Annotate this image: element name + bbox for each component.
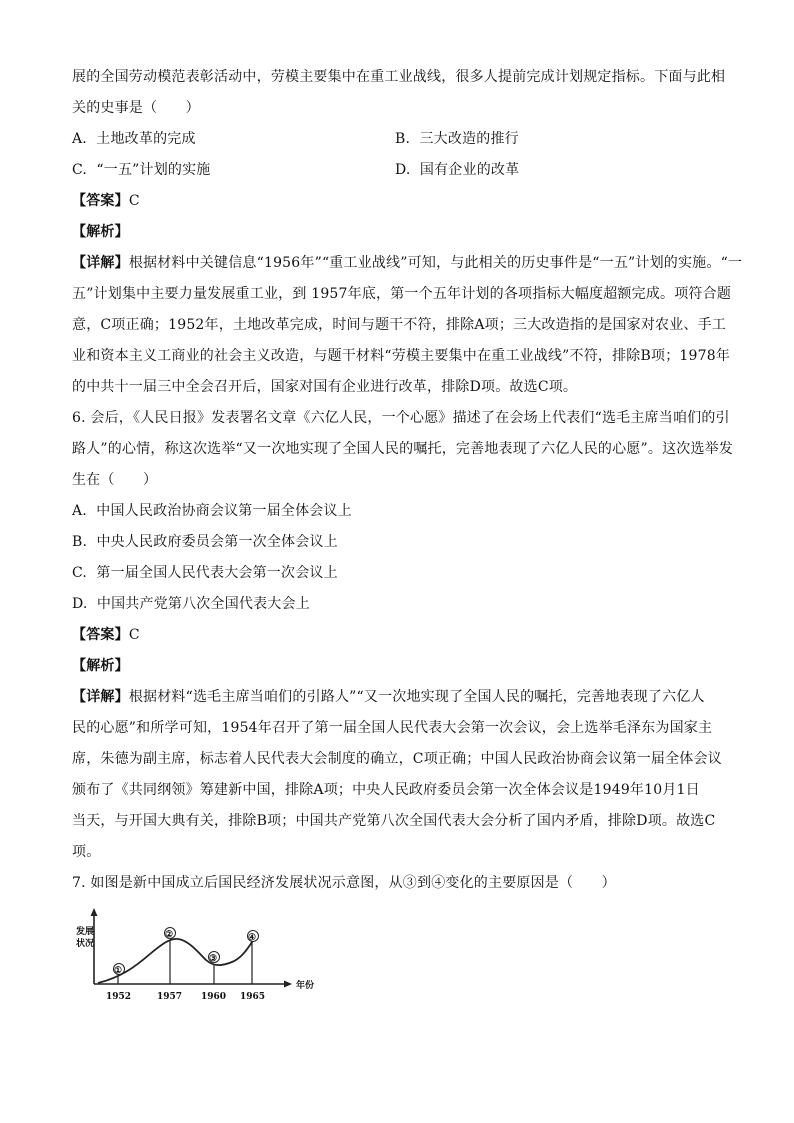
- x-tick-1952: 1952: [106, 992, 132, 1002]
- q5-option-c: C. “一五”计划的实施: [72, 162, 211, 178]
- q6-option-b: B. 中央人民政府委员会第一次全体会议上: [72, 534, 338, 550]
- x-tick-1965: 1965: [240, 992, 266, 1002]
- q5-detail-line-4: 业和资本主义工商业的社会主义改造，与题干材料“劳模主要集中在重工业战线”不符，排除B项；1978年: [72, 348, 731, 364]
- q5-analysis-tag: 【解析】: [72, 224, 129, 240]
- answer-value: C: [128, 627, 140, 643]
- q5-option-d: D. 国有企业的改革: [395, 162, 520, 178]
- q6-stem-line-2: 路人”的心情，称这次选举“又一次地实现了全国人民的嘱托，完善地表现了六亿人民的心愿”。这次选举发: [72, 441, 734, 457]
- q5-stem-line-2: 关的史事是（ ）: [72, 100, 200, 116]
- x-axis-label: 年份: [296, 981, 315, 991]
- y-label-1: 发: [76, 927, 86, 937]
- q5-detail-line-3: 意，C项正确；1952年，土地改革完成，时间与题干不符，排除A项；三大改造指的是国家对农业、手工: [72, 317, 727, 333]
- q5-stem-line-1: 展的全国劳动模范表彰活动中，劳模主要集中在重工业战线，很多人提前完成计划规定指标。下面与此相: [72, 69, 726, 85]
- q6-detail-line-1: 【详解】根据材料“选毛主席当咱们的引路人”“又一次地实现了全国人民的嘱托，完善地表现了六亿人: [72, 689, 705, 705]
- q6-answer: [72, 620, 724, 651]
- development-curve: [98, 939, 254, 983]
- y-axis-arrow: [91, 908, 98, 916]
- q5-detail-line-5: 的中共十一届三中全会召开后，国家对国有企业进行改革，排除D项。故选C项。: [72, 379, 578, 395]
- y-label-4: 况: [85, 939, 95, 949]
- economic-development-diagram: [72, 906, 332, 1006]
- answer-value: C: [128, 193, 140, 209]
- x-tick-1957: 1957: [157, 992, 183, 1002]
- document-page: [72, 62, 743, 899]
- q5-option-a: A. 土地改革的完成: [72, 131, 196, 147]
- q6-analysis-tag: 【解析】: [72, 658, 129, 674]
- y-label-3: 状: [76, 939, 86, 949]
- marker-1: ①: [114, 966, 123, 976]
- answer-tag: 【答案】: [72, 193, 129, 209]
- q6-option-c: C. 第一届全国人民代表大会第一次会议上: [72, 565, 338, 581]
- q6-detail-line-3: 席，朱德为副主席，标志着人民代表大会制度的确立，C项正确；中国人民政治协商会议第一届全体会议: [72, 751, 722, 767]
- q6-option-d: D. 中国共产党第八次全国代表大会上: [72, 596, 310, 612]
- detail-tag: 【详解】: [72, 689, 129, 705]
- q6-option-a: A. 中国人民政治协商会议第一届全体会议上: [72, 503, 352, 519]
- q5-options-row-2: [72, 155, 724, 186]
- x-tick-1960: 1960: [201, 992, 227, 1002]
- q6-detail-line-4: 颁布了《共同纲领》筹建新中国，排除A项；中央人民政府委员会第一次全体会议是1949年10月1日: [72, 782, 700, 798]
- q5-options-row-1: [72, 124, 724, 155]
- y-label-2: 展: [85, 927, 95, 937]
- diagram-svg: [72, 906, 332, 1006]
- q7-stem: 7. 如图是新中国成立后国民经济发展状况示意图，从③到④变化的主要原因是（ ）: [72, 875, 616, 891]
- detail-tag: 【详解】: [72, 255, 129, 271]
- q5-detail-line-1: 【详解】根据材料中关键信息“1956年”“重工业战线”可知，与此相关的历史事件是“一五”计划的实施。“一: [72, 255, 743, 271]
- marker-4: ④: [248, 933, 257, 943]
- answer-tag: 【答案】: [72, 627, 129, 643]
- marker-3: ③: [209, 954, 218, 964]
- q5-detail-line-2: 五”计划集中主要力量发展重工业，到 1957年底，第一个五年计划的各项指标大幅度超额完成。项符合题: [72, 286, 732, 302]
- q6-detail-line-2: 民的心愿”和所学可知，1954年召开了第一届全国人民代表大会第一次会议，会上选举毛泽东为国家主: [72, 720, 713, 736]
- q5-option-b: B. 三大改造的推行: [395, 131, 519, 147]
- q6-stem-line-1: 6. 会后，《人民日报》发表署名文章《六亿人民，一个心愿》描述了在会场上代表们“选毛主席当咱们的引: [72, 410, 730, 426]
- q5-answer: [72, 186, 724, 217]
- q6-detail-line-6: 项。: [72, 844, 101, 860]
- q6-detail-line-5: 当天，与开国大典有关，排除B项；中国共产党第八次全国代表大会分析了国内矛盾，排除D项。故选C: [72, 813, 716, 829]
- x-axis-arrow: [284, 981, 292, 988]
- marker-2: ②: [165, 930, 174, 940]
- q6-stem-line-3: 生在（ ）: [72, 472, 158, 488]
